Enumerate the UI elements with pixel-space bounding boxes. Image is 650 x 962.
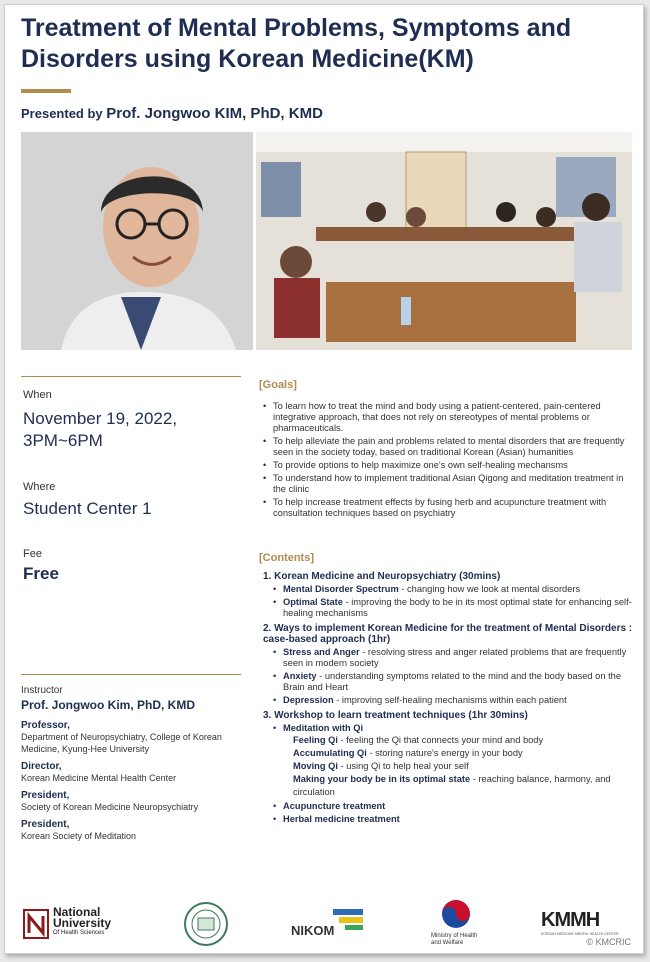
left-divider-top xyxy=(21,376,241,377)
when-label: When xyxy=(23,389,52,401)
ministry-name-line1: Ministry of Health xyxy=(431,933,478,939)
contents-desc: - using Qi to help heal your self xyxy=(337,761,469,771)
contents-term: Depression xyxy=(283,695,334,705)
contents-item xyxy=(273,584,641,595)
contents-term: Herbal medicine treatment xyxy=(283,814,400,824)
contents-item xyxy=(273,814,641,825)
page-title: Treatment of Mental Problems, Symptoms and Disorders using Korean Medicine(KM) xyxy=(21,14,572,73)
contents-subitem xyxy=(283,760,641,773)
instructor-role-desc: Korean Medicine Mental Health Center xyxy=(21,773,177,783)
contents-item xyxy=(273,671,641,693)
contents-section-list xyxy=(261,723,641,825)
instructor-block xyxy=(21,685,241,842)
goals-heading: [Goals] xyxy=(259,379,297,391)
ministry-name-line2: and Welfare xyxy=(431,940,464,946)
contents-section-title: 2. Ways to implement Korean Medicine for the treatment of Mental Disorders : case-based approach (1hr) xyxy=(263,623,633,645)
contents-subitem xyxy=(283,747,641,760)
fee-label: Fee xyxy=(23,548,42,560)
where-value: Student Center 1 xyxy=(23,499,152,518)
contents-block xyxy=(261,571,641,829)
goal-item: • To learn how to treat the mind and body using a patient-centered, pain-centered integrative approach, that does not rely on stereotypes of mental problems or pharmaceuticals. xyxy=(261,401,637,434)
goal-item: • To understand how to implement traditional Asian Qigong and meditation treatment in the clinic xyxy=(261,473,637,495)
instructor-label: Instructor xyxy=(21,685,63,696)
contents-item xyxy=(273,723,641,799)
goals-list xyxy=(261,401,637,521)
instructor-portrait-photo xyxy=(21,132,253,350)
contents-item xyxy=(273,695,641,706)
when-time: 3PM~6PM xyxy=(23,431,103,450)
contents-subitem xyxy=(283,734,641,747)
kmmh-subtitle: KOREAN MEDICINE MENTAL HEALTH CENTER xyxy=(541,932,619,936)
instructor-role-title: President, xyxy=(21,790,70,801)
instructor-role-title: Professor, xyxy=(21,720,70,731)
contents-term: Optimal State xyxy=(283,597,343,607)
contents-subitem xyxy=(283,773,641,799)
contents-term: Accumulating Qi xyxy=(293,748,367,758)
contents-desc: - improving the body to be in its most optimal state for enhancing self-healing mechanisms xyxy=(283,597,632,618)
presenter-prefix: Presented by xyxy=(21,106,103,121)
nuhs-name-line2: University xyxy=(53,916,112,930)
instructor-role-desc: Korean Society of Meditation xyxy=(21,831,137,841)
instructor-name: Prof. Jongwoo Kim, PhD, KMD xyxy=(21,698,195,712)
contents-item xyxy=(273,801,641,812)
contents-term: Mental Disorder Spectrum xyxy=(283,584,399,594)
contents-term: Meditation with Qi xyxy=(283,723,364,733)
contents-term: Stress and Anger xyxy=(283,647,360,657)
nuhs-emblem-icon xyxy=(23,909,49,939)
nuhs-name-line1: National xyxy=(53,905,101,919)
contents-heading: [Contents] xyxy=(259,552,314,564)
contents-desc: - changing how we look at mental disorders xyxy=(398,584,581,594)
presenter-name: Prof. Jongwoo KIM, PhD, KMD xyxy=(106,105,323,122)
nuhs-logo xyxy=(23,907,133,943)
contents-desc: - storing nature's energy in your body xyxy=(366,748,523,758)
ministry-logo xyxy=(423,899,493,953)
instructor-role-desc: Department of Neuropsychiatry, College of Korean Medicine, Kyung-Hee University xyxy=(21,732,222,754)
instructor-role-desc: Society of Korean Medicine Neuropsychiatry xyxy=(21,802,199,812)
instructor-role-title: President, xyxy=(21,819,70,830)
instructor-role-title: Director, xyxy=(21,761,62,772)
flyer-sheet xyxy=(4,4,644,954)
goal-item: • To provide options to help maximize one's own self-healing mechansms xyxy=(261,460,637,471)
contents-desc: - feeling the Qi that connects your mind and body xyxy=(337,735,544,745)
kmmh-wordmark: KMMH xyxy=(541,909,600,931)
title-accent-bar xyxy=(21,89,71,93)
goal-item: • To help increase treatment effects by fusing herb and acupuncture treatment with consultation techniques based on psychiatry xyxy=(261,497,637,519)
nikom-logo xyxy=(291,909,371,939)
classroom-photo xyxy=(256,132,632,350)
nikom-wordmark: NIKOM xyxy=(291,923,335,938)
contents-term: Making your body be in its optimal state xyxy=(293,774,471,784)
left-divider-bottom xyxy=(21,674,241,675)
contents-term: Acupuncture treatment xyxy=(283,801,386,811)
image-credit: © KMCRIC xyxy=(586,937,631,947)
goal-item: • To help alleviate the pain and problems related to mental disorders that are frequently seen in the society today, based on traditional Korean (Asian) humanities xyxy=(261,436,637,458)
nuhs-name-line3: Of Health Sciences xyxy=(53,930,105,936)
taegeuk-icon xyxy=(441,899,471,929)
sponsor-logos xyxy=(21,895,633,955)
contents-term: Moving Qi xyxy=(293,761,338,771)
seal-icon xyxy=(183,901,229,947)
fee-value: Free xyxy=(23,564,59,583)
university-seal-logo xyxy=(183,901,229,947)
contents-item xyxy=(273,597,641,619)
contents-desc: - understanding symptoms related to the mind and the body based on the Brain and Heart xyxy=(283,671,621,692)
contents-term: Feeling Qi xyxy=(293,735,338,745)
nikom-stripes-icon xyxy=(333,909,363,931)
contents-desc: - improving self-healing mechanisms within each patient xyxy=(333,695,567,705)
contents-section-list xyxy=(261,584,641,619)
contents-desc: - resolving stress and anger related problems that are frequently seen in modern society xyxy=(283,647,627,668)
contents-desc: - reaching balance, harmony, and circulation xyxy=(293,774,611,797)
contents-term: Anxiety xyxy=(283,671,317,681)
contents-section-title: 1. Korean Medicine and Neuropsychiatry (30mins) xyxy=(263,571,501,582)
presenter-line xyxy=(21,105,323,122)
when-date: November 19, 2022, xyxy=(23,409,178,428)
contents-section-title: 3. Workshop to learn treatment techniques (1hr 30mins) xyxy=(263,710,528,721)
where-label: Where xyxy=(23,481,56,493)
contents-section-list xyxy=(261,647,641,706)
contents-item xyxy=(273,647,641,669)
